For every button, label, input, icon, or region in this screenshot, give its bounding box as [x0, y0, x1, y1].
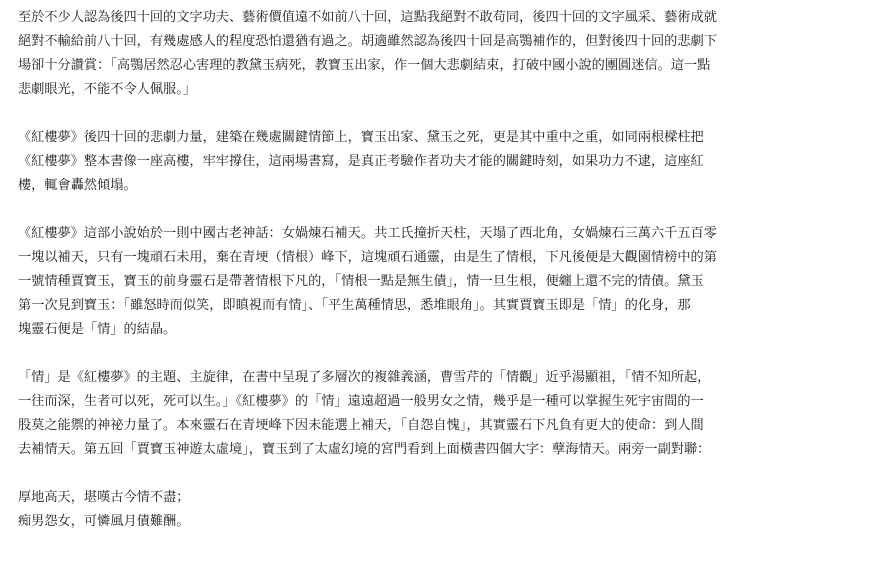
paragraph-1: [18, 6, 884, 102]
text-line: 《紅樓夢》後四十回的悲劇力量，建築在幾處關鍵情節上，寶玉出家、黛玉之死，更是其中重中之重，如同兩根樑柱把: [18, 130, 704, 145]
text-line: 場卻十分讚賞：「高鶚居然忍心害理的教黛玉病死，教寶玉出家，作一個大悲劇結束，打破中國小說的團圓迷信。這一點: [18, 58, 711, 73]
text-line: 樓，輒會轟然傾塌。: [18, 178, 137, 193]
paragraph-4: [18, 366, 884, 462]
text-line: 塊靈石便是「情」的結晶。: [18, 322, 177, 337]
text-line: 「情」是《紅樓夢》的主題、主旋律，在書中呈現了多層次的複雜義涵，曹雪芹的「情觀」近乎湯顯祖，「情不知所起，: [18, 370, 711, 385]
text-line: 絕對不輸給前八十回，有幾處感人的程度恐怕還猶有過之。胡適雖然認為後四十回是高鶚補作的，但對後四十回的悲劇下: [18, 34, 717, 49]
couplet: [18, 486, 884, 534]
paragraph-3: [18, 222, 884, 342]
text-line: 去補情天。第五回「賈寶玉神遊太虛境」，寶玉到了太虛幻境的宮門看到上面橫書四個大字：孽海情天。兩旁一副對聯：: [18, 442, 711, 457]
paragraph-2: [18, 126, 884, 198]
couplet-line: 痴男怨女，可憐風月債難酬。: [18, 514, 190, 529]
text-line: 至於不少人認為後四十回的文字功夫、藝術價值遠不如前八十回，這點我絕對不敢苟同，後四十回的文字風采、藝術成就: [18, 10, 717, 25]
text-line: 《紅樓夢》整本書像一座高樓，牢牢撐住，這兩場書寫，是真正考驗作者功夫才能的關鍵時刻，如果功力不逮，這座紅: [18, 154, 704, 169]
text-line: 《紅樓夢》這部小說始於一則中國古老神話：女媧煉石補天。共工氏撞折天柱，天塌了西北角，女媧煉石三萬六千五百零: [18, 226, 717, 241]
article-body: [18, 6, 884, 534]
text-line: 一號情種賈寶玉，寶玉的前身靈石是帶著情根下凡的，「情根一點是無生債」，情一旦生根，便纏上還不完的情債。黛玉: [18, 274, 704, 289]
text-line: 第一次見到寶玉：「雖怒時而似笑，即瞋視而有情」、「平生萬種情思，悉堆眼角」。其實賈寶玉即是「情」的化身，那: [18, 298, 691, 313]
text-line: 悲劇眼光，不能不令人佩服。」: [18, 82, 197, 97]
text-line: 一往而深，生者可以死，死可以生。」《紅樓夢》的「情」遠遠超過一般男女之情，幾乎是一種可以掌握生死宇宙間的一: [18, 394, 704, 409]
text-line: 股莫之能禦的神祕力量了。本來靈石在青埂峰下因未能選上補天，「自怨自愧」，其實靈石下凡負有更大的使命：到人間: [18, 418, 704, 433]
couplet-line: 厚地高天，堪嘆古今情不盡；: [18, 490, 190, 505]
text-line: 一塊以補天，只有一塊頑石未用，棄在青埂（情根）峰下，這塊頑石通靈，由是生了情根，下凡後便是大觀園情榜中的第: [18, 250, 717, 265]
